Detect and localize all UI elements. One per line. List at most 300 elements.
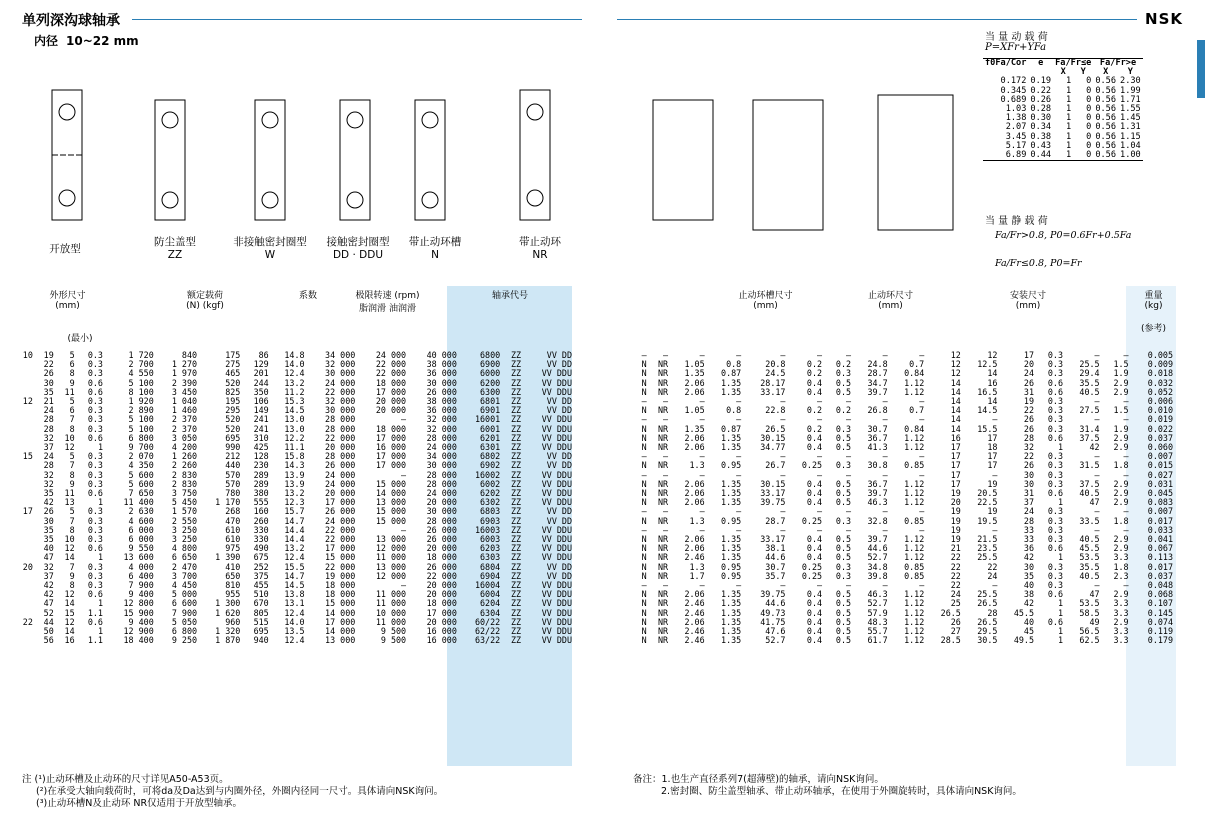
table-cell: 10 [22,350,33,360]
diagram-label-w: 非接触密封圈型 W [233,236,307,261]
table-cell: 0.041 [1147,534,1173,545]
table-cell: 46.3 [867,589,888,600]
table-cell: 1 300 [215,598,241,609]
table-cell: 0.44 [1030,150,1052,161]
table-cell: 30 000 [426,506,457,517]
table-cell: 375 [253,570,269,581]
table-cell: 6802 [480,451,501,462]
table-cell: 825 [225,386,241,397]
table-cell: 16 000 [426,635,457,646]
table-cell: N [641,368,647,379]
table-cell: 0.30 [1030,113,1052,124]
table-cell: 17 [987,460,998,471]
table-cell: 8 [69,423,75,434]
table-cell: 55.7 [867,626,888,637]
table-cell: 49.5 [1013,635,1035,646]
table-cell: VV DDU [541,534,572,545]
table-cell: 26.5 [765,423,786,434]
table-cell: N [641,432,647,443]
table-cell: NR [657,386,669,397]
table-cell: 0.345 [1000,85,1027,96]
table-cell: 11 000 [375,589,407,600]
table-cell: 53.5 [1079,552,1100,563]
table-cell: 0.3 [1047,570,1063,581]
table-cell: 0.119 [1147,626,1173,637]
table-cell: 6.89 [1005,150,1027,161]
table-cell: 20 000 [426,543,457,554]
table-cell: 9 700 [128,442,154,453]
table-cell: 0.010 [1147,405,1173,416]
hdr-rmin: (最小) [67,334,93,344]
table-cell: 1.45 [1120,113,1141,124]
table-cell: 53.5 [1079,598,1100,609]
table-cell: 0.25 [801,460,823,471]
table-cell: 2.9 [1113,534,1129,545]
table-cell: ZZ [510,432,522,443]
note-right-2: 2.密封圈、防尘盖型轴承、带止动环轴承，在使用于外圈旋转时，具体请向NSK询问。 [661,786,1022,797]
table-cell: VV DDU [541,469,572,480]
table-cell: 3.3 [1113,635,1129,646]
table-cell: 1 [1066,94,1072,105]
table-cell: 17 000 [426,607,457,618]
table-cell: 6 000 [128,524,154,535]
table-cell: — [882,506,888,517]
factor-head-2: Fa/Fr≤e [1055,58,1092,68]
table-cell: 14.5 [977,405,998,416]
table-cell: 28.7 [765,515,786,526]
table-cell: N [641,570,647,581]
table-cell: 34.7 [867,377,888,388]
table-row [635,636,1175,645]
factor-head-0: f0Fa/Cor [985,58,1027,68]
table-cell: 40.5 [1079,386,1100,397]
table-cell: 16004 [474,580,501,591]
mounting-diagrams [613,60,983,260]
table-cell: 15.7 [284,506,305,517]
table-cell: 0 [1086,150,1092,161]
table-cell: 260 [253,515,269,526]
table-cell: 0.6 [87,543,103,554]
table-cell [14,471,35,480]
table-cell: 13 600 [123,552,154,563]
table-cell: 128 [253,451,269,462]
table-cell: ZZ [510,497,522,508]
table-cell: 295 [225,405,241,416]
table-cell: 1 270 [171,359,198,370]
table-cell: 32 000 [325,359,356,370]
table-cell: 9 [69,478,75,489]
table-cell: N [641,543,647,554]
table-cell: — [1123,350,1129,360]
table-cell: 16 000 [426,626,457,637]
table-cell: 1.12 [904,377,925,388]
table-cell: 0.3 [1047,524,1063,535]
table-cell: 17 [22,506,33,517]
table-cell: N [641,488,647,499]
table-cell: 1.55 [1120,104,1141,115]
table-cell: 16 [950,432,961,443]
table-cell: 0.5 [835,377,852,388]
table-cell: 0.074 [1147,616,1173,627]
bearing-diagrams [20,60,590,235]
table-cell: 1 870 [215,635,241,646]
table-cell: 22 000 [325,386,356,397]
table-cell: 1.35 [721,598,742,609]
table-cell: ZZ [510,488,522,499]
table-cell: 2.46 [684,598,705,609]
table-cell: 40 [43,543,54,554]
table-cell: 6000 [480,368,501,379]
table-cell: VV DDU [541,589,572,600]
table-cell: 0.007 [1147,506,1173,517]
table-cell: 30.7 [765,561,786,572]
table-cell: ZZ [510,635,522,646]
table-cell: — [699,524,705,535]
table-cell: 1.12 [904,635,925,646]
table-cell: 4 000 [128,561,154,572]
hdr-weight: 重量 (kg) (参考) [1140,291,1167,334]
table-cell: 1 040 [171,396,198,407]
table-cell: 28 [43,460,54,471]
table-cell: 31 [1023,386,1035,397]
table-cell: — [699,451,705,462]
table-cell: 28 000 [426,515,457,526]
table-cell: — [736,350,742,360]
table-cell: 47.6 [765,626,786,637]
table-cell: 6202 [480,488,501,499]
table-cell: 18 000 [325,580,356,591]
table-cell: — [919,451,925,462]
table-cell: 6 [69,359,75,370]
table-cell: VV DDU [541,414,572,425]
static-load-title: 当 量 静 载 荷 [985,216,1048,227]
table-cell: VV DDU [541,616,572,627]
table-cell: 30 [1023,561,1035,572]
table-cell: 0.2 [806,368,823,379]
table-cell: 3.3 [1113,626,1129,637]
table-cell: — [641,524,647,535]
table-cell [14,406,35,415]
table-cell: 2.9 [1113,589,1129,600]
table-cell: — [817,580,823,591]
table-cell: 18 000 [375,377,407,388]
table-cell: 16003 [474,524,501,535]
table-cell: 14.3 [284,460,305,471]
table-row [635,461,1175,470]
table-cell: ZZ [510,580,522,591]
table-cell: 24 000 [325,377,356,388]
table-cell: 0.4 [806,497,823,508]
table-cell: 13 000 [375,534,407,545]
table-cell: — [1094,414,1100,425]
table-cell: 1.12 [904,626,925,637]
table-cell: 0.3 [87,414,103,425]
table-cell: 0.3 [87,515,103,526]
table-cell: 0.005 [1147,350,1173,360]
table-cell: 0.87 [721,368,742,379]
table-cell: 12.4 [284,368,305,379]
diagram-label-open: 开放型 [49,243,81,255]
table-cell: VV DDU [541,598,572,609]
table-cell: 149 [253,405,269,416]
table-cell: 32 [43,469,54,480]
table-cell: 160 [253,506,269,517]
table-cell: 7 [69,561,75,572]
table-cell: 34 000 [325,350,356,360]
table-cell: 2 470 [171,561,198,572]
table-cell: 1.35 [721,543,742,554]
table-cell: 1 [1066,85,1072,96]
table-cell: 18 000 [375,423,407,434]
table-cell: 1 260 [171,451,198,462]
table-cell: 1.99 [1120,85,1141,96]
table-row [635,572,1175,581]
table-cell: N [641,386,647,397]
table-cell: 1.35 [721,616,742,627]
table-cell: 1 [1066,122,1072,133]
table-cell: 350 [253,386,269,397]
table-cell: 1 [1057,442,1063,453]
table-cell: 0.95 [721,460,742,471]
table-cell: 0.26 [1030,94,1052,105]
table-cell: — [882,396,888,407]
table-cell: N [641,534,647,545]
table-cell: 1 [1066,131,1072,142]
table-cell: 0.052 [1147,386,1173,397]
table-cell: ZZ [510,451,522,462]
table-cell: 26 000 [426,386,457,397]
table-cell: 0.4 [806,589,823,600]
table-cell: VV DD [546,570,572,581]
table-cell: ZZ [510,598,522,609]
table-cell: — [1123,414,1129,425]
table-cell: 1 [97,442,103,453]
table-cell: 241 [253,414,269,425]
right-page [603,0,1205,822]
table-cell: 4 800 [171,543,198,554]
table-cell: 252 [253,561,269,572]
table-cell: — [817,396,823,407]
table-cell: ZZ [510,626,522,637]
table-cell: 0.3 [1047,423,1063,434]
table-cell: 6902 [480,460,501,471]
table-cell: 20 [950,497,961,508]
table-cell: N [641,635,647,646]
table-row [983,151,1143,161]
table-cell: 0.6 [87,589,103,600]
table-cell: 6303 [480,552,501,563]
table-cell: 19 [950,534,961,545]
table-cell: — [817,524,823,535]
table-cell: 2.9 [1113,442,1129,453]
table-cell: ZZ [510,350,522,360]
table-cell: 28.17 [760,377,786,388]
table-cell: 1 [1057,607,1063,618]
table-cell: 4 550 [128,368,154,379]
table-cell: VV DDU [541,626,572,637]
table-cell: 0.033 [1147,524,1173,535]
table-cell: — [780,350,786,360]
table-cell: 11 400 [123,497,154,508]
table-cell: 14 [950,396,961,407]
table-cell: 39.7 [867,534,888,545]
table-row [14,636,574,645]
table-cell: — [641,506,647,517]
table-cell: 20 000 [426,497,457,508]
table-cell: 0 [1086,104,1092,115]
table-cell: 61.7 [867,635,888,646]
table-cell: 990 [225,442,241,453]
table-cell: 0.6 [87,616,103,627]
table-cell: — [882,524,888,535]
table-cell: 0.3 [87,478,103,489]
table-cell: 17 000 [375,451,407,462]
table-cell: ZZ [510,524,522,535]
table-cell: 695 [253,626,269,637]
table-cell: 3 250 [171,534,198,545]
table-cell: 1.9 [1113,368,1129,379]
table-cell: 17 000 [375,386,407,397]
table-cell: 15 [22,451,33,462]
table-cell: 1 [1057,635,1063,646]
table-cell: 12 [64,543,75,554]
table-cell: 21.5 [977,534,998,545]
table-cell: 25.5 [977,552,998,563]
table-cell: 6201 [480,432,501,443]
table-row [635,406,1175,415]
table-cell: 39.7 [867,386,888,397]
note-3: (³)止动环槽N及止动环 NR仅适用于开放型轴承。 [36,798,243,809]
table-cell: 10 000 [375,607,407,618]
table-cell: — [992,414,998,425]
left-page [0,0,602,822]
table-cell: — [780,469,786,480]
table-cell: 0.5 [835,478,852,489]
table-cell: 510 [253,589,269,600]
factor-sub-0: X [1060,67,1066,78]
table-cell: 26 [43,506,54,517]
table-cell: 28 [1023,515,1035,526]
table-cell: 1.15 [1120,131,1141,142]
table-cell: 0.34 [1030,122,1052,133]
table-cell: 26 [1023,423,1035,434]
table-cell: 19 000 [325,570,356,581]
table-cell: N [641,478,647,489]
table-cell: 1.5 [1113,405,1129,416]
table-cell: 470 [225,515,241,526]
table-cell: 0 [1086,131,1092,142]
table-cell: 17 [987,451,998,462]
table-cell: 6 600 [171,598,198,609]
left-data-table [14,351,574,646]
hdr-speed: 极限转速 (rpm) 脂润滑 油润滑 [355,291,420,314]
table-cell: 28.5 [940,635,961,646]
table-cell: 0.95 [721,561,742,572]
table-cell: 0.85 [904,570,925,581]
table-cell: 1 [1057,598,1063,609]
table-cell [14,590,35,599]
table-cell: — [1123,506,1129,517]
equiv-load-formula: P=XFr+YFa [985,42,1047,53]
table-cell: 19 [43,350,54,360]
table-cell: 33.17 [760,386,786,397]
table-cell: — [699,350,705,360]
table-cell: 3 700 [171,570,198,581]
table-cell: NR [657,515,669,526]
table-cell: 3 050 [171,432,198,443]
table-cell: 2.9 [1113,488,1129,499]
table-cell: 1.35 [721,635,742,646]
table-cell [14,535,35,544]
table-cell: 0.5 [835,432,852,443]
table-cell: 35 [43,524,54,535]
table-cell: — [736,580,742,591]
table-cell: 22 000 [375,368,407,379]
table-cell: 38 000 [426,359,457,370]
table-cell: 5 600 [128,469,154,480]
table-cell: 1.9 [1113,423,1129,434]
table-cell: 6803 [480,506,501,517]
table-cell: 0.3 [1047,350,1063,360]
table-cell: N [641,607,647,618]
table-cell: 19 [1023,396,1035,407]
table-cell: 1.35 [721,607,742,618]
table-cell: 11 000 [375,616,407,627]
table-cell: 0.3 [1047,451,1063,462]
table-cell: 1 [97,598,103,609]
table-cell: — [699,580,705,591]
table-cell: N [641,460,647,471]
table-cell: 0.3 [835,561,852,572]
table-cell: 13.0 [284,414,305,425]
table-cell: 28 000 [426,469,457,480]
table-cell: 20 000 [375,405,407,416]
table-cell: 13 000 [325,635,356,646]
table-cell: 520 [225,414,241,425]
factor-sub-1: Y [1080,67,1086,78]
table-cell: 14 [950,423,961,434]
table-cell: 0.3 [87,451,103,462]
table-cell: 19 [950,524,961,535]
table-cell: 60/22 [474,616,501,627]
table-cell: 5 600 [128,478,154,489]
table-cell: 15 000 [375,478,407,489]
table-cell: 0.022 [1147,423,1173,434]
table-cell: 6304 [480,607,501,618]
table-cell: 14 000 [375,488,407,499]
table-cell: 0.037 [1147,432,1173,443]
table-cell: 129 [253,359,269,370]
table-cell: 1.04 [1120,140,1141,151]
table-cell: 27 [950,626,961,637]
table-cell: 1.35 [721,386,742,397]
table-cell: N [641,442,647,453]
table-cell: 0 [1086,140,1092,151]
table-cell: NR [657,589,669,600]
table-cell: VV DDU [541,442,572,453]
table-cell: 12.3 [284,497,305,508]
table-cell: — [817,451,823,462]
table-cell: 2.06 [684,386,705,397]
table-cell: 24 [43,451,54,462]
table-cell: 40 [1023,580,1035,591]
table-cell: 25.5 [1079,359,1100,370]
table-cell: 9 400 [128,616,154,627]
table-cell: 2.06 [684,589,705,600]
table-cell: 24 000 [325,478,356,489]
table-cell: VV DDU [541,552,572,563]
table-cell: 30.7 [867,423,888,434]
